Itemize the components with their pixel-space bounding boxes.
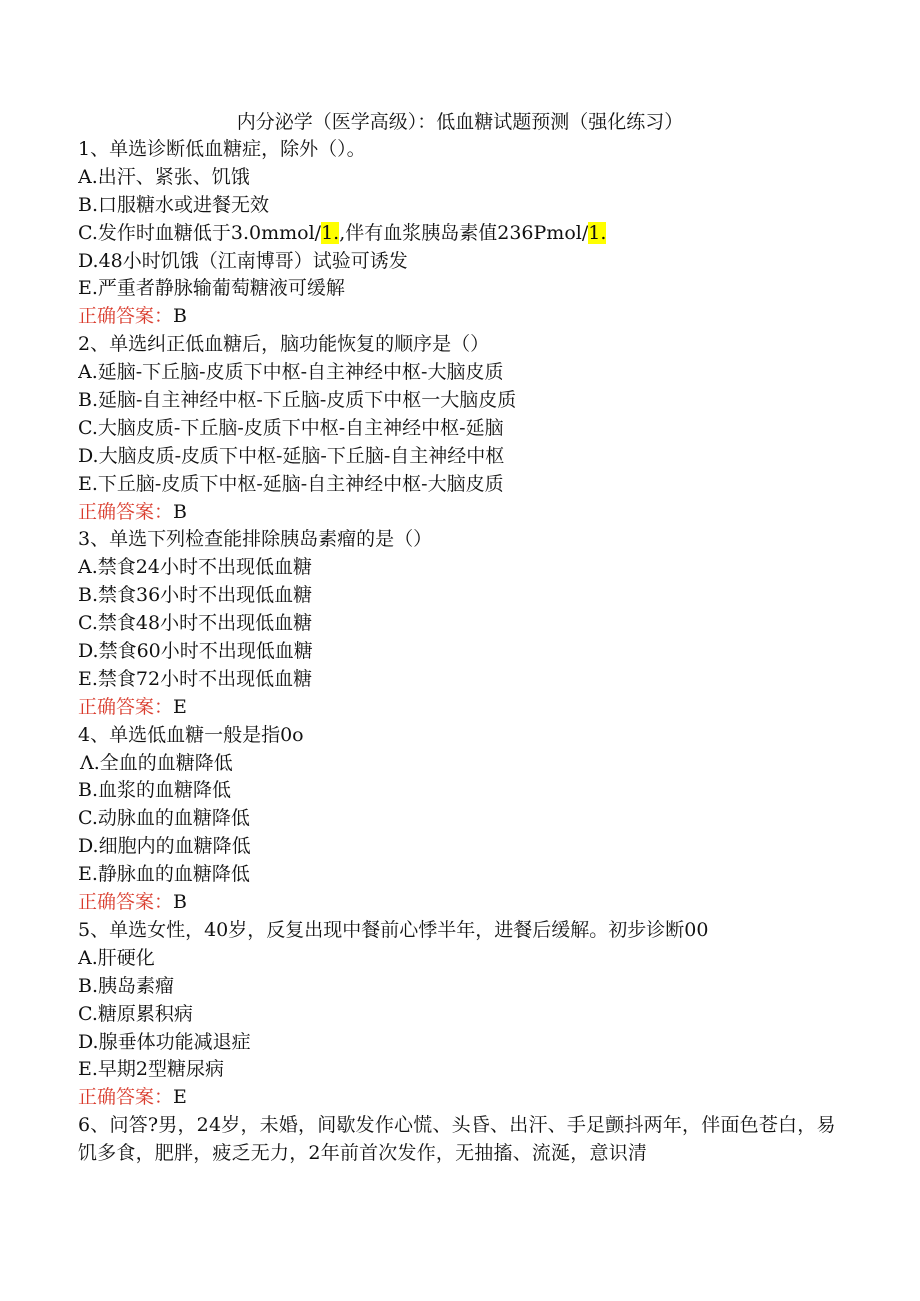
answer-label: 正确答案： [78,695,174,718]
question-3-stem: 3、单选下列检查能排除胰岛素瘤的是（） [78,528,433,551]
question-4-option-a: Λ.全血的血糖降低 [80,751,233,774]
document-title: 内分泌学（医学高级）：低血糖试题预测（强化练习） [236,111,684,133]
answer-value: B [173,305,187,328]
answer-value: B [173,891,187,914]
question-5-option-c: C.糖原累积病 [78,1002,193,1025]
question-4-answer [78,889,838,917]
question-1-option-c [78,220,838,248]
question-5-stem: 5、单选女性，40岁，反复出现中餐前心悸半年，进餐后缓解。初步诊断00 [78,918,709,941]
question-2-option-c: C.大脑皮质-下丘脑-皮质下中枢-自主神经中枢-延脑 [78,416,504,439]
question-1-option-b: B.口服糖水或进餐无效 [78,193,270,216]
answer-label: 正确答案： [78,1086,174,1109]
question-2-answer [78,499,838,527]
question-4-option-e: E.静脉血的血糖降低 [78,863,250,886]
answer-value: E [173,1086,187,1109]
question-2-option-e: E.下丘脑-皮质下中枢-延脑-自主神经中枢-大脑皮质 [78,472,504,495]
answer-value: B [173,500,187,523]
question-6-stem: 6、问答?男，24岁，未婚，间歇发作心慌、头昏、出汗、手足颤抖两年，伴面色苍白，易饥多食，肥胖，疲乏无力，2年前首次发作，无抽搐、流涎，意识清 [78,1114,836,1165]
question-3-option-d: D.禁食60小时不出现低血糖 [78,640,313,663]
question-5-option-e: E.早期2型糖尿病 [78,1058,224,1081]
question-5-option-d: D.腺垂体功能减退症 [78,1030,251,1053]
option-c-text-1: C.发作时血糖低于3.0mmol/ [78,221,322,244]
question-2-option-a: A.延脑-下丘脑-皮质下中枢-自主神经中枢-大脑皮质 [78,361,504,384]
question-1-stem: 1、单选诊断低血糖症，除外（）。 [78,138,366,160]
question-4-option-c: C.动脉血的血糖降低 [78,807,250,830]
answer-label: 正确答案： [78,891,174,914]
question-1-answer [78,303,838,331]
question-4-option-b: B.血浆的血糖降低 [78,779,232,802]
question-5-option-a: A.肝硬化 [78,946,155,969]
question-3-option-e: E.禁食72小时不出现低血糖 [78,667,313,690]
question-3-option-c: C.禁食48小时不出现低血糖 [78,612,313,635]
question-2-stem: 2、单选纠正低血糖后，脑功能恢复的顺序是（） [78,333,490,356]
question-3-option-b: B.禁食36小时不出现低血糖 [78,584,313,607]
question-1-option-d: D.48小时饥饿（江南博哥）试验可诱发 [78,249,408,272]
question-3-answer [78,694,838,722]
question-4-stem: 4、单选低血糖一般是指0o [78,723,304,746]
question-5-option-b: B.胰岛素瘤 [78,974,175,997]
answer-label: 正确答案： [78,305,174,328]
question-list [78,136,838,1168]
highlight-mark-2: 1. [588,221,607,244]
question-1-option-a: A.出汗、紧张、饥饿 [78,165,250,188]
question-3-option-a: A.禁食24小时不出现低血糖 [78,556,312,579]
highlight-mark-1: 1. [321,221,340,244]
option-c-text-2: ,伴有血浆胰岛素值236Pmol/ [339,221,589,244]
question-5-answer [78,1084,838,1112]
answer-label: 正确答案： [78,500,174,523]
question-1-option-e: E.严重者静脉输葡萄糖液可缓解 [78,277,345,300]
question-4-option-d: D.细胞内的血糖降低 [78,835,251,858]
answer-value: E [173,695,187,718]
question-2-option-d: D.大脑皮质-皮质下中枢-延脑-下丘脑-自主神经中枢 [78,444,505,467]
question-2-option-b: B.延脑-自主神经中枢-下丘脑-皮质下中枢一大脑皮质 [78,389,517,412]
